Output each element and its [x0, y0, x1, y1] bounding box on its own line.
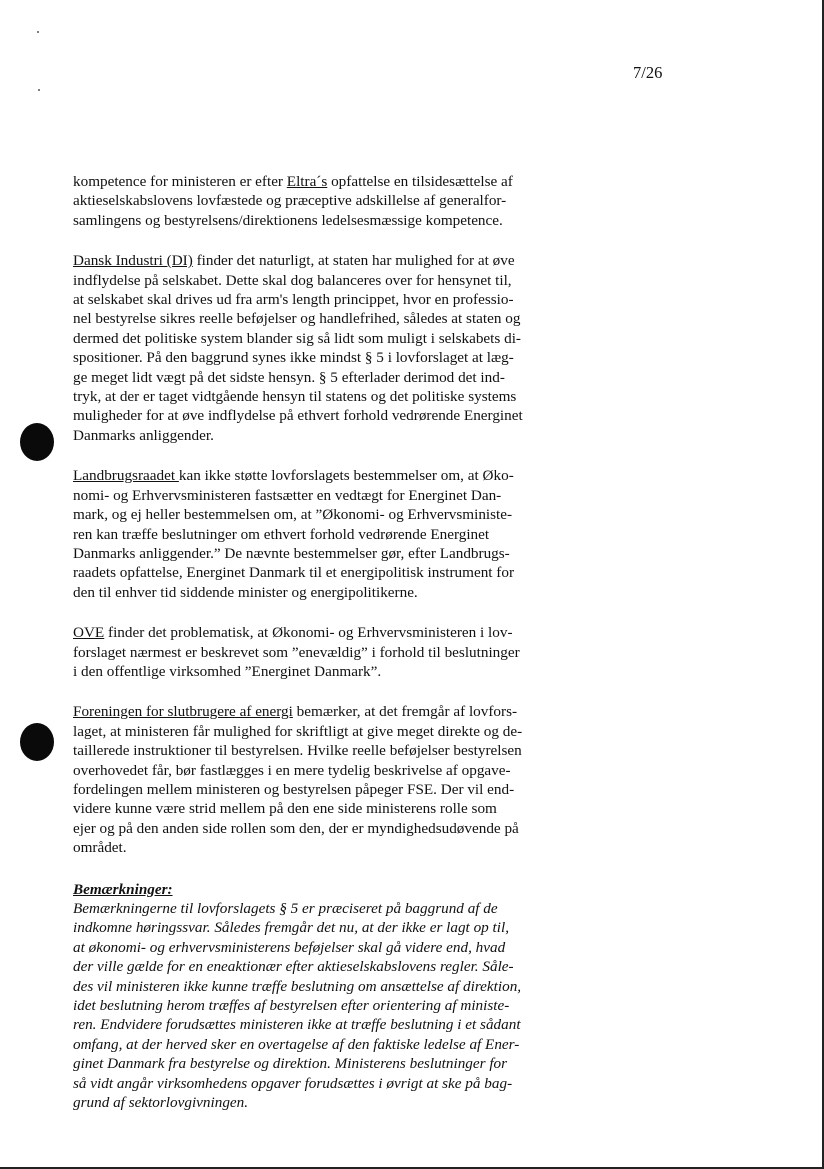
organization-name-eltra: Eltra´s: [286, 173, 328, 190]
punch-hole-mark: [20, 423, 54, 461]
remarks-text: Bemærkningerne til lovforslagets § 5 er præciseret på baggrund af de indkomne høringssvar. Således fremgår det nu, at der ikke er lagt op til, at økonomi- og erhvervsministerens beføjelser skal gå videre end, hvad der ville gælde for en eneaktionær efter aktieselskabslovens regler. Såle- des vil ministeren ikke kunne træffe beslutning om ansættelse af direktion, idet beslutning herom træffes af bestyrelsen efter orientering af ministe- ren. Endvidere forudsættes ministeren ikke at træffe beslutning i et sådant omfang, at der herved sker en overtagelse af den faktiske ledelse af Ener- ginet Danmark fra bestyrelse og direktion. Ministerens beslutninger for så vidt angår virksomhedens opgaver forudsættes i øvrigt at ske på bag- grund af sektorlovgivningen.: [73, 900, 522, 1112]
remarks-heading: Bemærkninger:: [73, 880, 173, 898]
paragraph-fse: [73, 702, 569, 857]
paragraph-text: finder det problematisk, at Økonomi- og Erhvervsministeren i lov- forslaget nærmest er beskrevet som ”enevældig” i forhold til beslutninger i den offentlige virksomhed ”Energinet Danmark”.: [73, 624, 520, 680]
organization-name-landbrugsraadet: Landbrugsraadet: [73, 467, 179, 485]
paragraph-eltra: [73, 172, 569, 230]
scan-speck: [38, 89, 40, 91]
organization-name-di: Dansk Industri (DI): [73, 252, 193, 270]
punch-hole-mark: [20, 723, 54, 761]
paragraph-text: kompetence for ministeren er efter: [73, 173, 287, 190]
paragraph-di: [73, 251, 569, 445]
organization-name-ove: OVE: [73, 624, 105, 642]
paragraph-landbrugsraadet: [73, 466, 569, 602]
remarks-section: [73, 880, 569, 1113]
paragraph-text: opfattelse en tilsidesættelse af aktieselskabslovens lovfæstede og præceptive adskillelse af generalfor- samlingens og bestyrelsens/direktionens ledelsesmæssige kompetence.: [73, 173, 513, 229]
organization-name-fse: Foreningen for slutbrugere af energi: [73, 703, 293, 721]
document-body: [73, 172, 569, 1112]
paragraph-text: kan ikke støtte lovforslagets bestemmelser om, at Øko- nomi- og Erhvervsministeren fastsætter en vedtægt for Energinet Dan- mark, og ej heller bestemmelsen om, at ”Økonomi- og Erhvervsministe- ren kan træffe beslutninger om ethvert forhold vedrørende Energinet Danmarks anliggender.” De nævnte bestemmelser gør, efter Landbrugs- raadets opfattelse, Energinet Danmark til et energipolitisk instrument for den til enhver tid siddende minister og energipolitikerne.: [73, 467, 515, 601]
scan-speck: [37, 31, 39, 33]
paragraph-ove: [73, 623, 569, 681]
paragraph-text: bemærker, at det fremgår af lovfors- laget, at ministeren får mulighed for skriftligt at give meget direkte og de- taillerede instruktioner til bestyrelsen. Hvilke reelle beføjelser bestyrelsen overhovedet får, bør fastlægges i en mere tydelig beskrivelse af opgave- fordelingen mellem ministeren og bestyrelsen påpeger FSE. Der vil end- videre kunne være strid mellem på den ene side ministerens rolle som ejer og på den anden side rollen som den, der er myndighedsudøvende på området.: [73, 703, 523, 857]
paragraph-text: finder det naturligt, at staten har mulighed for at øve indflydelse på selskabet. Dette skal dog balanceres over for hensynet til, at selskabet skal drives ud fra arm's length princippet, hvor en professio- nel bestyrelse sikres reelle beføjelser og handlefrihed, således at staten og dermed det politiske system blander sig så lidt som muligt i selskabets di- spositioner. På den baggrund synes ikke mindst § 5 i lovforslaget at læg- ge meget lidt vægt på det sidste hensyn. § 5 efterlader derimod det ind- tryk, at der er taget vidtgående hensyn til statens og det politiske systems muligheder for at øve indflydelse på ethvert forhold vedrørende Energinet Danmarks anliggender.: [73, 252, 523, 444]
page-number: 7/26: [633, 63, 663, 82]
